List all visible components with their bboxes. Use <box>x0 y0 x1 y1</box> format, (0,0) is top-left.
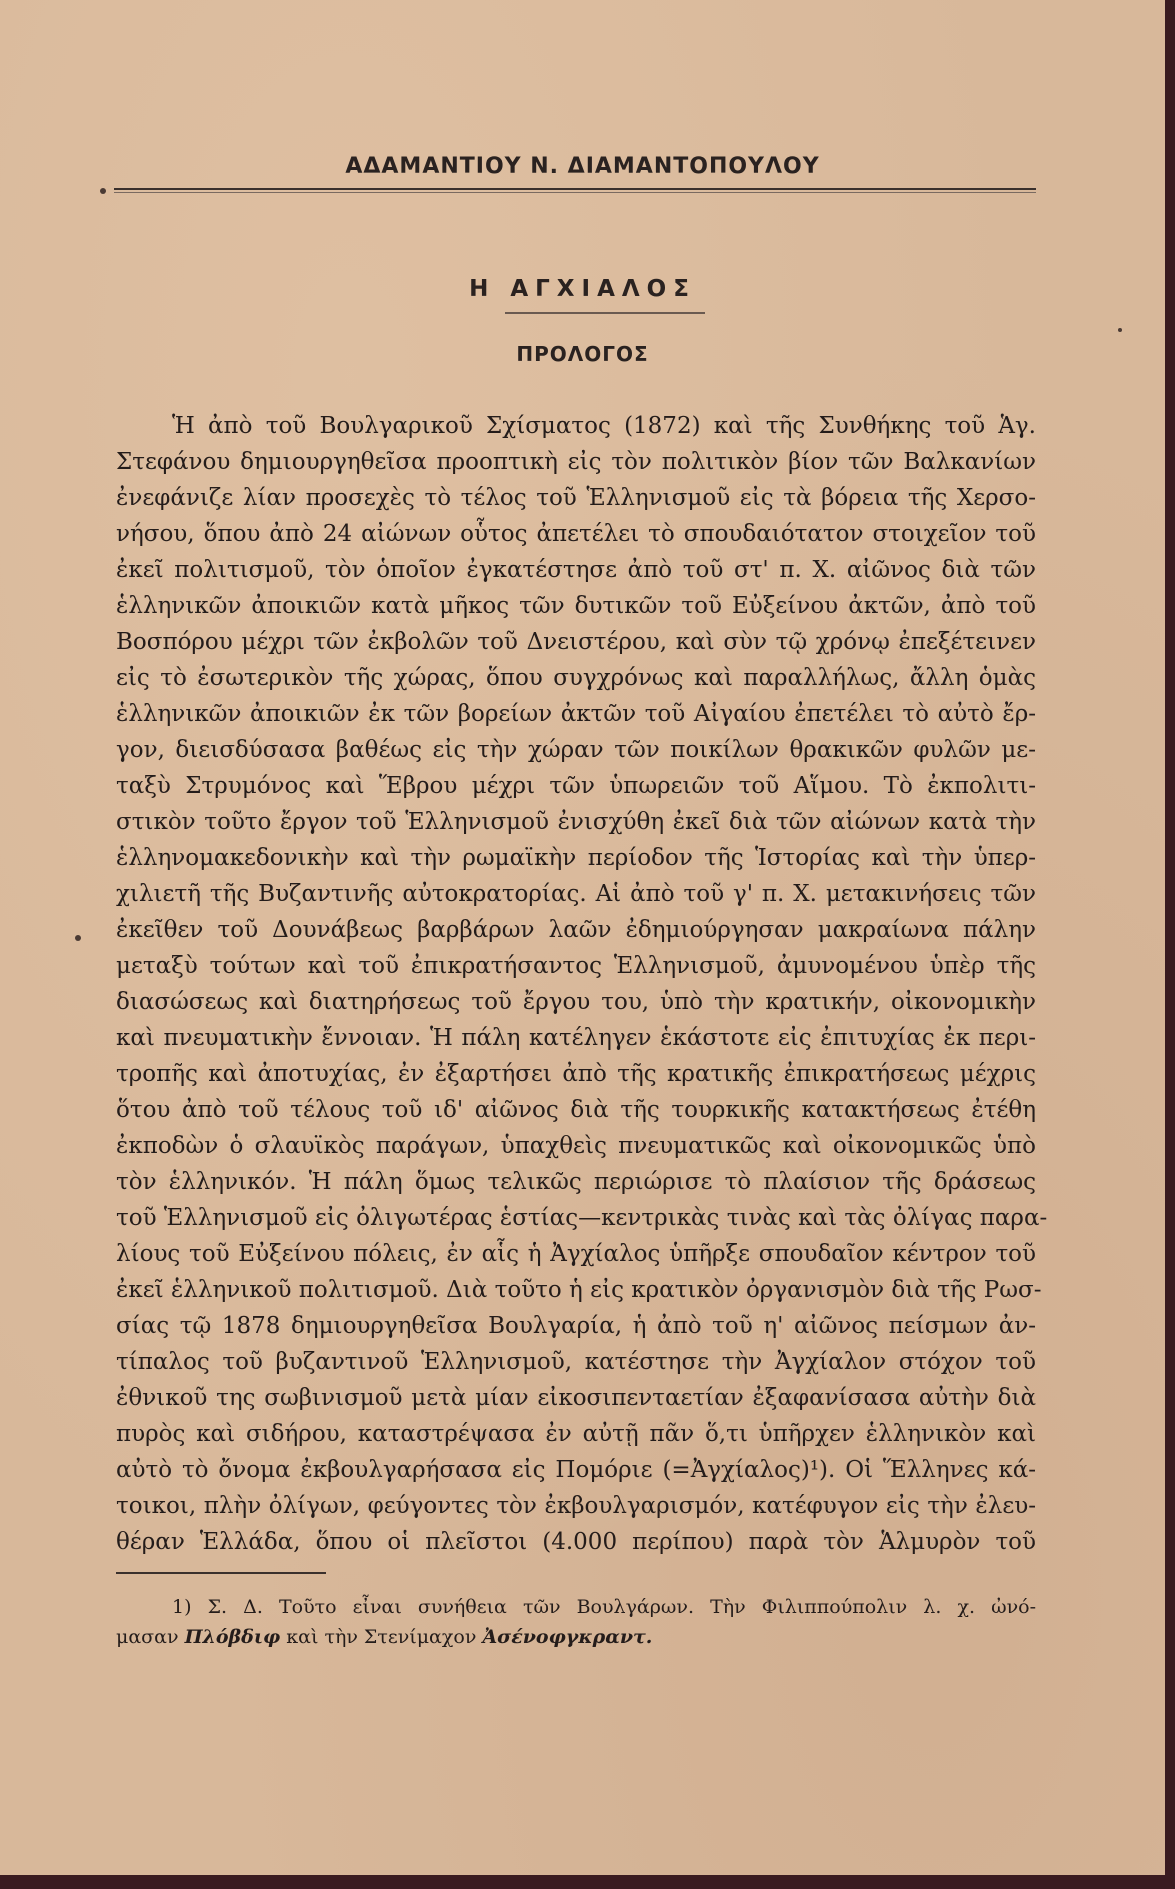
body-line: ἐθνικοῦ της σωβινισμοῦ μετὰ μίαν εἰκοσιπενταετίαν ἐξαφανίσασα αὐτὴν διὰ <box>116 1385 1036 1411</box>
body-line: ἐκποδὼν ὁ σλαυϊκὸς παράγων, ὑπαχθεὶς πνευματικῶς καὶ οἰκονομικῶς ὑπὸ <box>116 1133 1036 1159</box>
body-line: Βοσπόρου μέχρι τῶν ἐκβολῶν τοῦ Δνειστέρου, καὶ σὺν τῷ χρόνῳ ἐπεξέτεινεν <box>116 629 1036 655</box>
page-edge-right <box>1165 0 1175 1889</box>
body-line: μεταξὺ τούτων καὶ τοῦ ἐπικρατήσαντος Ἑλληνισμοῦ, ἀμυνομένου ὑπὲρ τῆς <box>116 953 1036 979</box>
body-line: τοῦ Ἑλληνισμοῦ εἰς ὀλιγωτέρας ἑστίας—κεντρικὰς τινὰς καὶ τὰς ὀλίγας παρα- <box>116 1205 1048 1231</box>
body-line: νήσου, ὅπου ἀπὸ 24 αἰώνων οὗτος ἀπετέλει τὸ σπουδαιότατον στοιχεῖον τοῦ <box>116 521 1036 547</box>
section-heading: ΠΡΟΛΟΓΟΣ <box>516 342 649 366</box>
footnote-emphasis: Πλόβδιφ <box>184 1626 281 1648</box>
body-line: στικὸν τοῦτο ἔργον τοῦ Ἑλληνισμοῦ ἐνισχύθη ἐκεῖ διὰ τῶν αἰώνων κατὰ τὴν <box>116 809 1036 835</box>
body-line: τροπῆς καὶ ἀποτυχίας, ἐν ἐξαρτήσει ἀπὸ τῆς κρατικῆς ἐπικρατήσεως μέχρις <box>116 1061 1036 1087</box>
ink-speck <box>1118 328 1122 332</box>
footnote-line: 1) Σ. Δ. Τοῦτο εἶναι συνήθεια τῶν Βουλγάρων. Τὴν Φιλιππούπολιν λ. χ. ὠνό- <box>172 1596 1036 1618</box>
header-rule <box>114 188 1036 190</box>
body-line: χιλιετῆ τῆς Βυζαντινῆς αὐτοκρατορίας. Αἱ ἀπὸ τοῦ γ' π. Χ. μετακινήσεις τῶν <box>116 881 1036 907</box>
body-line: σίας τῷ 1878 δημιουργηθεῖσα Βουλγαρία, ἡ ἀπὸ τοῦ η' αἰῶνος πείσμων ἀν- <box>116 1313 1036 1339</box>
body-line: ἑλληνικῶν ἀποικιῶν κατὰ μῆκος τῶν δυτικῶν τοῦ Εὐξείνου ἀκτῶν, ἀπὸ τοῦ <box>116 593 1036 619</box>
author-header: ΑΔΑΜΑΝΤΙΟΥ Ν. ΔΙΑΜΑΝΤΟΠΟΥΛΟΥ <box>345 154 820 179</box>
body-line: εἰς τὸ ἐσωτερικὸν τῆς χώρας, ὅπου συγχρόνως καὶ παραλλήλως, ἄλλη ὁμὰς <box>116 665 1036 691</box>
body-line: διασώσεως καὶ διατηρήσεως τοῦ ἔργου του, ὑπὸ τὴν κρατικήν, οἰκονομικὴν <box>116 989 1036 1015</box>
body-line: Ἡ ἀπὸ τοῦ Βουλγαρικοῦ Σχίσματος (1872) καὶ τῆς Συνθήκης τοῦ Ἁγ. <box>172 413 1036 439</box>
body-line: ἑλληνομακεδονικὴν καὶ τὴν ρωμαϊκὴν περίοδον τῆς Ἱστορίας καὶ τὴν ὑπερ- <box>116 845 1036 871</box>
footnote-text: καὶ τὴν Στενίμαχον <box>280 1626 483 1648</box>
body-line: πυρὸς καὶ σιδήρου, καταστρέψασα ἐν αὐτῇ πᾶν ὅ,τι ὑπῆρχεν ἑλληνικὸν καὶ <box>116 1421 1036 1447</box>
body-line: ἐκεῖ ἑλληνικοῦ πολιτισμοῦ. Διὰ τοῦτο ἡ εἰς κρατικὸν ὀργανισμὸν διὰ τῆς Ρωσ- <box>116 1277 1042 1303</box>
body-line: ἑλληνικῶν ἀποικιῶν ἐκ τῶν βορείων ἀκτῶν τοῦ Αἰγαίου ἐπετέλει τὸ αὐτὸ ἔρ- <box>116 701 1036 727</box>
title-underline <box>505 312 705 314</box>
footnote <box>116 1592 1036 1652</box>
footnote-emphasis: Ἀσένοφγκραντ. <box>482 1626 653 1648</box>
body-text <box>116 408 1048 1560</box>
ink-speck <box>100 188 106 194</box>
body-line: καὶ πνευματικὴν ἔννοιαν. Ἡ πάλη κατέληγεν ἑκάστοτε εἰς ἐπιτυχίας ἐκ περι- <box>116 1025 1036 1051</box>
body-line: τίπαλος τοῦ βυζαντινοῦ Ἑλληνισμοῦ, κατέστησε τὴν Ἀγχίαλον στόχον τοῦ <box>116 1349 1036 1375</box>
body-line: ἐνεφάνιζε λίαν προσεχὲς τὸ τέλος τοῦ Ἑλληνισμοῦ εἰς τὰ βόρεια τῆς Χερσο- <box>116 485 1036 511</box>
body-line: θέραν Ἑλλάδα, ὅπου οἱ πλεῖστοι (4.000 περίπου) παρὰ τὸν Ἁλμυρὸν τοῦ <box>116 1529 1036 1555</box>
body-line: ἐκεῖ πολιτισμοῦ, τὸν ὁποῖον ἐγκατέστησε ἀπὸ τοῦ στ' π. Χ. αἰῶνος διὰ τῶν <box>116 557 1036 583</box>
footnote-text: μασαν <box>116 1626 185 1648</box>
body-line: ὅτου ἀπὸ τοῦ τέλους τοῦ ιδ' αἰῶνος διὰ τῆς τουρκικῆς κατακτήσεως ἐτέθη <box>116 1097 1036 1123</box>
body-line: τὸν ἑλληνικόν. Ἡ πάλη ὅμως τελικῶς περιώρισε τὸ πλαίσιον τῆς δράσεως <box>116 1169 1036 1195</box>
body-line: τοικοι, πλὴν ὀλίγων, φεύγοντες τὸν ἐκβουλγαρισμόν, κατέφυγον εἰς τὴν ἐλευ- <box>116 1493 1036 1519</box>
body-line: λίους τοῦ Εὐξείνου πόλεις, ἐν αἷς ἡ Ἀγχίαλος ὑπῆρξε σπουδαῖον κέντρον τοῦ <box>116 1241 1036 1267</box>
footnote-line <box>116 1622 1036 1652</box>
footnote-rule <box>116 1572 326 1574</box>
header-rule-thin <box>114 192 1036 193</box>
body-line: Στεφάνου δημιουργηθεῖσα προοπτικὴ εἰς τὸν πολιτικὸν βίον τῶν Βαλκανίων <box>116 449 1036 475</box>
body-line: ἐκεῖθεν τοῦ Δουνάβεως βαρβάρων λαῶν ἐδημιούργησαν μακραίωνα πάλην <box>116 917 1036 943</box>
body-line: ταξὺ Στρυμόνος καὶ Ἕβρου μέχρι τῶν ὑπωρειῶν τοῦ Αἵμου. Τὸ ἐκπολιτι- <box>116 773 1036 799</box>
page-edge-bottom <box>0 1875 1175 1889</box>
body-line: γον, διεισδύσασα βαθέως εἰς τὴν χώραν τῶν ποικίλων θρακικῶν φυλῶν με- <box>116 737 1036 763</box>
ink-speck <box>75 935 81 941</box>
article-title: Η ΑΓΧΙΑΛΟΣ <box>469 276 696 302</box>
body-line: αὐτὸ τὸ ὄνομα ἐκβουλγαρήσασα εἰς Πομόριε (=Ἀγχίαλος)¹). Οἱ Ἕλληνες κά- <box>116 1457 1036 1483</box>
